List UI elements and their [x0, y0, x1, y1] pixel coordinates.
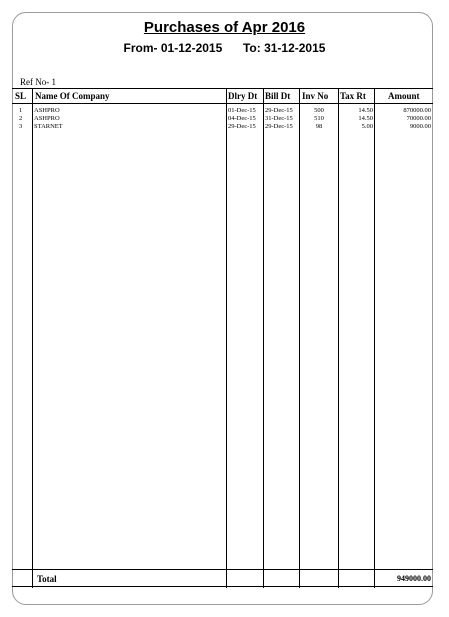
row-3-dlry-dt: 29-Dec-15 [228, 123, 256, 130]
row-3-company: STARNET [34, 123, 63, 130]
header-inv-no: Inv No [302, 91, 329, 101]
col-divider-dlry [263, 88, 264, 588]
total-label: Total [37, 574, 57, 584]
row-3-tax-rt: 5.00 [361, 123, 373, 130]
row-1-amount: 870000.00 [403, 107, 431, 114]
header-dlry-dt: Dlry Dt [228, 91, 258, 101]
col-divider-tax [374, 88, 375, 588]
col-divider-inv [338, 88, 339, 588]
row-2-company: ASHPRO [34, 115, 60, 122]
row-3-sl: 3 [19, 123, 23, 130]
row-1-company: ASHPRO [34, 107, 60, 114]
header-tax-rt: Tax Rt [340, 91, 366, 101]
header-bill-dt: Bill Dt [265, 91, 291, 101]
header-sl: SL [15, 91, 27, 101]
total-amount: 949000.00 [397, 574, 431, 583]
header-company: Name Of Company [35, 91, 110, 101]
row-2-dlry-dt: 04-Dec-15 [228, 115, 256, 122]
to-label: To: [242, 41, 261, 55]
col-divider-company [226, 88, 227, 588]
from-label: From- [123, 41, 158, 55]
row-2-tax-rt: 14.50 [358, 115, 373, 122]
row-2-inv-no: 510 [314, 115, 324, 122]
row-2-sl: 2 [19, 115, 23, 122]
header-bottom-rule [12, 103, 433, 104]
row-1-sl: 1 [19, 107, 23, 114]
row-1-inv-no: 500 [314, 107, 324, 114]
row-3-amount: 9000.00 [409, 123, 431, 130]
col-divider-sl [32, 88, 33, 588]
row-2-bill-dt: 31-Dec-15 [265, 115, 293, 122]
col-divider-bill [299, 88, 300, 588]
row-1-tax-rt: 14.50 [358, 107, 373, 114]
ref-number: Ref No- 1 [20, 77, 56, 87]
row-3-bill-dt: 29-Dec-15 [265, 123, 293, 130]
from-date: 01-12-2015 [160, 41, 223, 55]
row-1-bill-dt: 29-Dec-15 [265, 107, 293, 114]
header-amount: Amount [388, 91, 420, 101]
table-bottom-rule [12, 586, 433, 587]
to-date: 31-12-2015 [264, 41, 326, 55]
report-title: Purchases of Apr 2016 [143, 19, 306, 36]
row-2-amount: 70000.00 [406, 115, 431, 122]
table-top-rule [12, 88, 433, 89]
purchases-table [12, 88, 433, 588]
row-3-inv-no: 98 [315, 123, 323, 130]
date-range [0, 41, 449, 55]
total-top-rule [12, 569, 433, 570]
row-1-dlry-dt: 01-Dec-15 [228, 107, 256, 114]
